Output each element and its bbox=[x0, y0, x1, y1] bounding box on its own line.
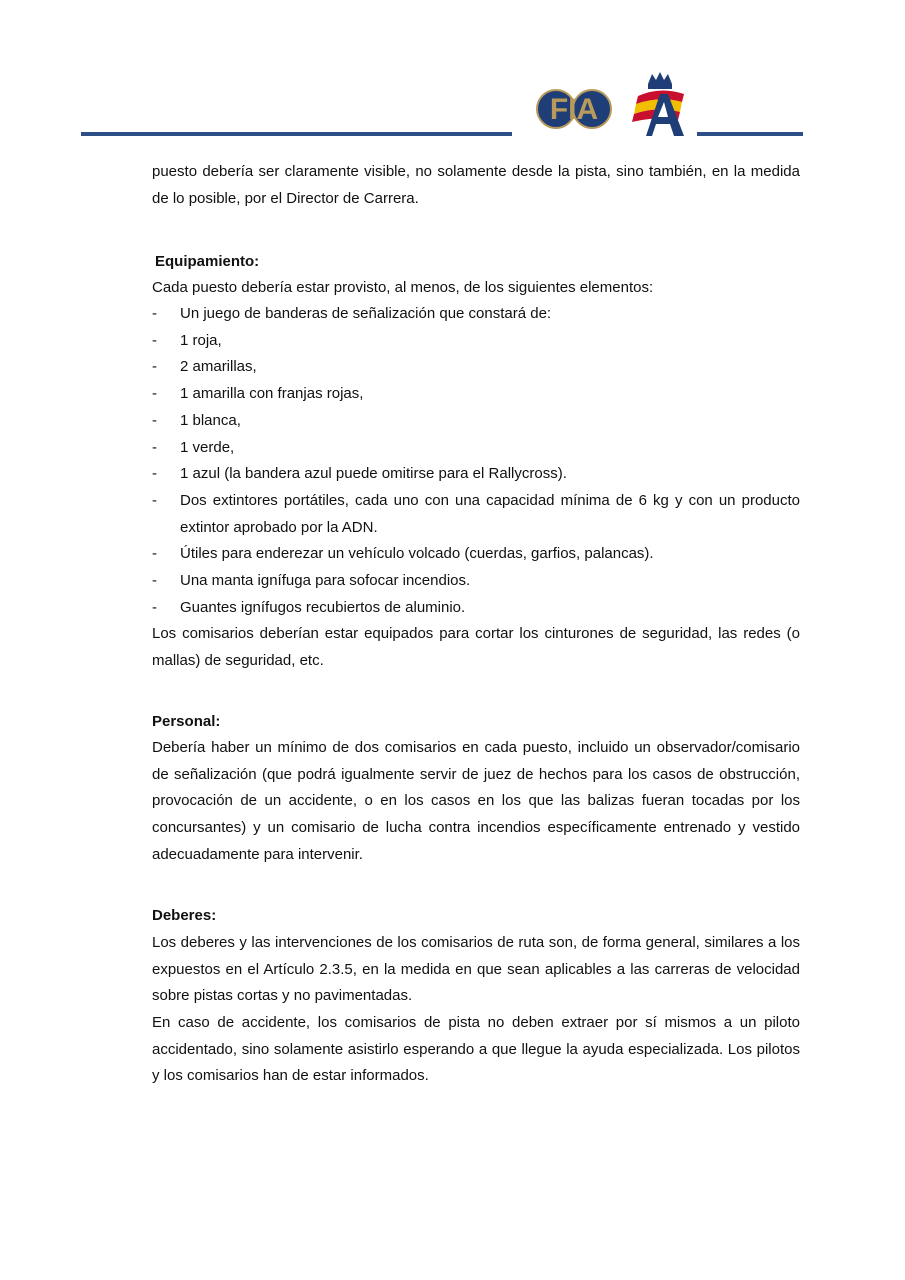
list-dash: - bbox=[152, 438, 157, 456]
deberes-paragraph-2: En caso de accidente, los comisarios de pista no deben extraer por sí mismos a un piloto accidentado, sino solamente asistirlo esperando a que llegue la ayuda especializada. Los pilotos y los comisarios han de estar informados. bbox=[152, 1014, 800, 1085]
header-rule-left bbox=[81, 132, 512, 136]
list-item-text: Útiles para enderezar un vehículo volcado (cuerdas, garfios, palancas). bbox=[180, 545, 654, 563]
list-item bbox=[152, 435, 800, 462]
list-item-text: 2 amarillas, bbox=[180, 358, 257, 376]
list-item-text: 1 blanca, bbox=[180, 411, 241, 429]
list-item-text: Un juego de banderas de señalización que constará de: bbox=[180, 305, 552, 322]
list-item bbox=[152, 381, 800, 408]
list-item bbox=[152, 354, 800, 381]
equipamiento-closing: Los comisarios deberían estar equipados para cortar los cinturones de seguridad, las redes (o mallas) de seguridad, etc. bbox=[152, 625, 800, 669]
list-item bbox=[152, 595, 800, 622]
list-dash: - bbox=[152, 572, 157, 590]
list-item bbox=[152, 461, 800, 488]
personal-paragraph: Debería haber un mínimo de dos comisarios en cada puesto, incluido un observador/comisario de señalización (que podrá igualmente servir de juez de hechos para los casos de obstrucción, provocación de un accidente, o en los casos en los que las balizas fueran tocadas por los concursantes) y un comisario de lucha contra incendios específicamente entrenado y vestido adecuadamente para intervenir. bbox=[152, 739, 800, 863]
list-dash: - bbox=[152, 491, 157, 509]
list-item bbox=[152, 488, 800, 541]
list-item bbox=[152, 541, 800, 568]
list-item bbox=[152, 568, 800, 595]
list-dash: - bbox=[152, 305, 157, 322]
intro-paragraph: puesto debería ser claramente visible, no solamente desde la pista, sino también, en la medida de lo posible, por el Director de Carrera. bbox=[152, 163, 800, 207]
list-item-text: Guantes ignífugos recubiertos de aluminio. bbox=[180, 598, 466, 616]
list-item-text: Dos extintores portátiles, cada uno con una capacidad mínima de 6 kg y con un producto extintor aprobado por la ADN. bbox=[180, 491, 800, 536]
section-heading-personal: Personal: bbox=[152, 713, 221, 730]
list-dash: - bbox=[152, 385, 157, 403]
section-heading-equipamiento: Equipamiento: bbox=[155, 253, 260, 270]
list-item bbox=[152, 328, 800, 355]
list-item bbox=[152, 408, 800, 435]
list-item-text: 1 amarilla con franjas rojas, bbox=[180, 385, 364, 403]
list-dash: - bbox=[152, 598, 157, 616]
list-dash: - bbox=[152, 465, 157, 483]
fia-logo-icon bbox=[536, 81, 618, 137]
fia-logo-text: FIA bbox=[549, 93, 599, 126]
equipamiento-lead: Cada puesto debería estar provisto, al menos, de los siguientes elementos: bbox=[152, 279, 654, 296]
equipment-list bbox=[152, 301, 800, 621]
list-item-text: 1 verde, bbox=[180, 438, 235, 456]
list-dash: - bbox=[152, 411, 157, 429]
list-item-text: Una manta ignífuga para sofocar incendios. bbox=[180, 572, 471, 590]
list-item-text: 1 roja, bbox=[180, 331, 222, 349]
list-item-text: 1 azul (la bandera azul puede omitirse para el Rallycross). bbox=[180, 465, 567, 483]
list-item bbox=[152, 301, 800, 328]
list-dash: - bbox=[152, 545, 157, 563]
deberes-paragraph-1: Los deberes y las intervenciones de los comisarios de ruta son, de forma general, similares a los expuestos en el Artículo 2.3.5, en la medida en que sean aplicables a las carreras de velocidad sobre pistas cortas y no pavimentadas. bbox=[152, 934, 800, 1005]
section-heading-deberes: Deberes: bbox=[152, 907, 217, 924]
list-dash: - bbox=[152, 358, 157, 376]
list-dash: - bbox=[152, 331, 157, 349]
rfeda-logo-icon bbox=[624, 70, 690, 138]
header-rule-right bbox=[697, 132, 803, 136]
